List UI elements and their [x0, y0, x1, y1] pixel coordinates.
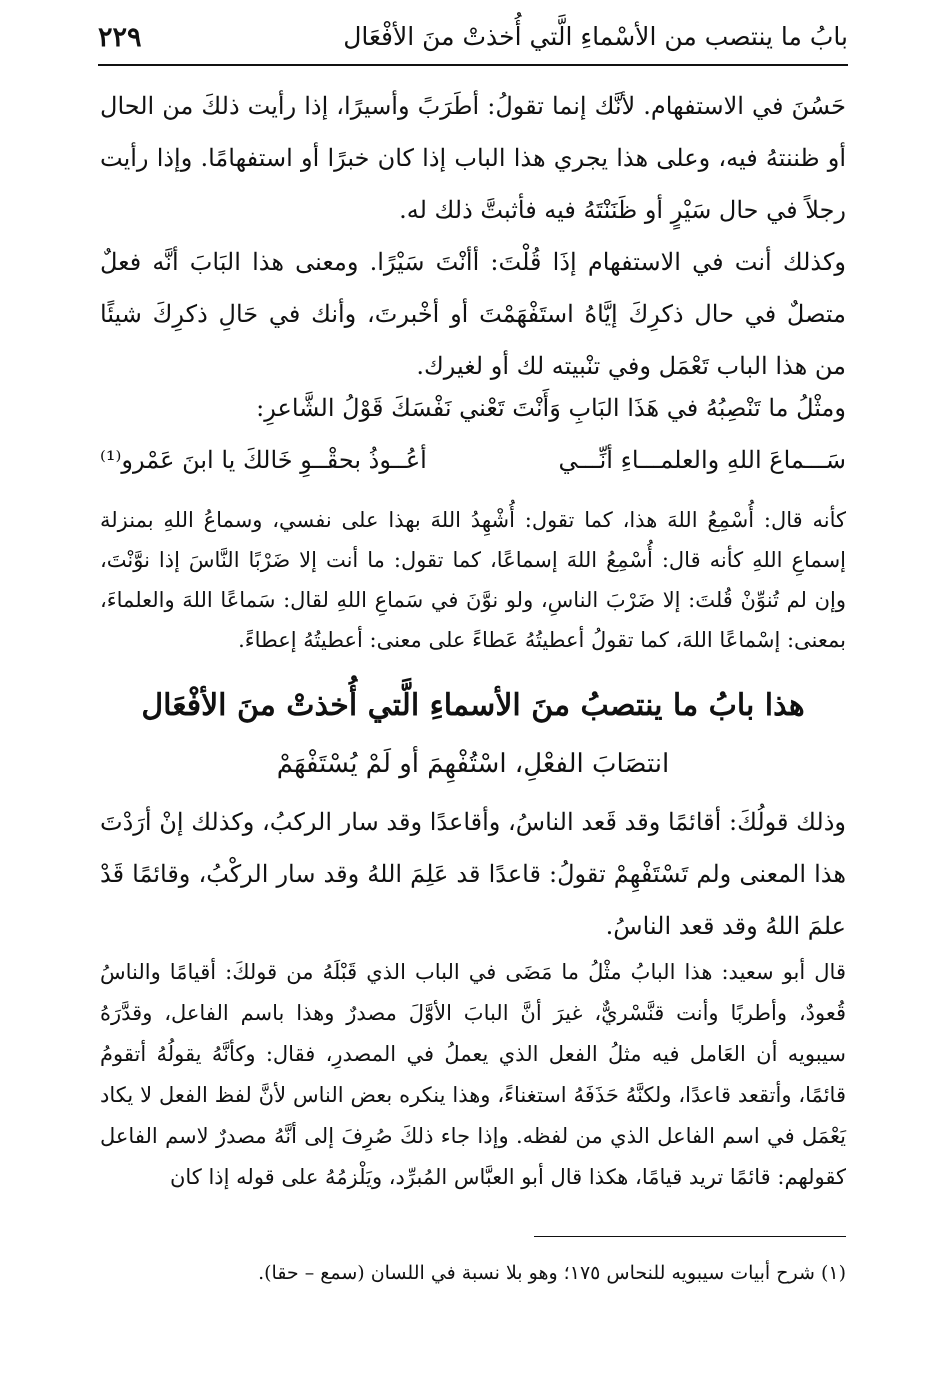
commentary-text: كأنه قال: أُسْمِعُ اللهَ هذا، كما تقول: أُشْهِدُ اللهَ بهذا على نفسي، وسماعُ اللهِ بمنزلة إسماعِ اللهِ كأنه قال: أُسْمِعُ اللهَ إسماعًا، كما تقول: ما أنت إلا ضَرْبًا النَّاسَ إذا نوَّنْتَ، وإن لم تُنوِّنْ قُلتَ: إلا ضَرْبَ الناسِ، ولو نوَّنَ في سَماعِ اللهِ لقال: سَماعًا اللهَ والعلماءَ، بمعنى: إسْماعًا اللهَ، كما تقولُ أعطيتُهُ عَطاءً على معنى: أعطيتُهُ إعطاءً. [100, 508, 847, 652]
footnote: (١) شرح أبيات سيبويه للنحاس ١٧٥؛ وهو بلا نسبة في اللسان (سمع – حقا). [258, 1262, 846, 1284]
section-subheading: انتصَابَ الفعْلِ، اسْتُفْهِمَ أو لَمْ يُسْتَفْهَمْ [276, 749, 670, 779]
running-header [98, 18, 848, 66]
paragraph-2 [100, 236, 846, 392]
paragraph-text: حَسُنَ في الاستفهام. لأنَّك إنما تقولُ: أطَرَبً وأسيرًا، إذا رأيت ذلكَ من الحال أو ظننتهُ فيه، وعلى هذا يجري هذا الباب إذا كان خبرًا أو استفهامًا. وإذا رأيت رجلاً في حال سَيْرٍ أو ظَنَنْتَهُ فيه فأثبتَّ ذلك له. [100, 92, 846, 224]
commentary-text: قال أبو سعيد: هذا البابُ مثْلُ ما مَضَى في الباب الذي قَبْلَهُ من قولكَ: أقيامًا والناسُ قُعودٌ، وأطربًا وأنت قنَّسْريٌّ، غيرَ أنَّ البابَ الأوَّلَ مصدرٌ وهذا باسم الفاعل، وقدَّرَهُ سيبويه أن العَامل فيه مثلُ الفعل الذي يعملُ في المصدرِ، فقال: وكأنَّهُ يقولُهُ أتقومُ قائمًا، وأتقعد قاعدًا، ولكنَّهُ حَذَفَهُ استغناءً، وهذا ينكره بعض الناس لأنَّ لفظ الفعل لا يكاد يَعْمَل في اسم الفاعل الذي من لفظه. وإذا جاء ذلكَ صُرِفَ إلى أنَّهُ مصدرٌ لاسم الفاعل كقولهم: قائمًا تريد قيامًا، هكذا قال أبو العبَّاس المُبرِّد، ويَلْزمُهُ على قوله إذا كان [100, 960, 846, 1189]
paragraph-3 [100, 382, 846, 434]
verse-first-hemistich: سَـــماعَ اللهِ والعلمـــاءِ أنِّـــي [558, 446, 846, 474]
commentary-block [100, 500, 846, 660]
poetry-verse [100, 434, 846, 486]
paragraph-text: وذلك قولُكَ: أقائمًا وقد قَعد الناسُ، وأقاعدًا وقد سار الركبُ، وكذلك إنْ أرَدْتَ هذا المعنى ولم تَسْتَفْهِمْ تقولُ: قاعدًا قد عَلِمَ اللهُ وقد سار الركْبُ، وقائمًا قَدْ علمَ اللهُ وقد قعد الناسُ. [100, 808, 846, 940]
section-commentary [100, 952, 846, 1198]
verse-second-hemistich: أعُــوذُ بحقْــوِ خَالكَ يا ابنَ عَمْرو⁽¹⁾ [100, 446, 427, 474]
section-paragraph [100, 796, 846, 952]
paragraph-1 [100, 80, 846, 236]
section-heading: هذا بابُ ما ينتصبُ منَ الأسماءِ الَّتي أُخذتْ منَ الأفْعَال [141, 688, 805, 723]
running-title: بابُ ما ينتصب من الأسْماءِ الَّتي أُخذتْ منَ الأفْعَال [343, 22, 848, 51]
footnote-divider [534, 1236, 846, 1237]
paragraph-text: ومثْلُ ما تَنْصِبُهُ في هَذَا البَابِ وَأَنْتَ تَعْني نَفْسَكَ قَوْلُ الشَّاعرِ: [256, 394, 846, 422]
page-number: ٢٢٩ [98, 22, 142, 53]
paragraph-text: وكذلك أنت في الاستفهام إذَا قُلْتَ: أأنْتَ سَيْرًا. ومعنى هذا البَابَ أنَّه فعلٌ متصلٌ في حال ذكرِكَ إيَّاهُ استَفْهَمْتَ أو أخْبرتَ، وأنك في حَالِ ذكرِكَ شيئًا من هذا الباب تَعْمَل وفي تنْبيته لك أو لغيرك. [100, 248, 846, 380]
